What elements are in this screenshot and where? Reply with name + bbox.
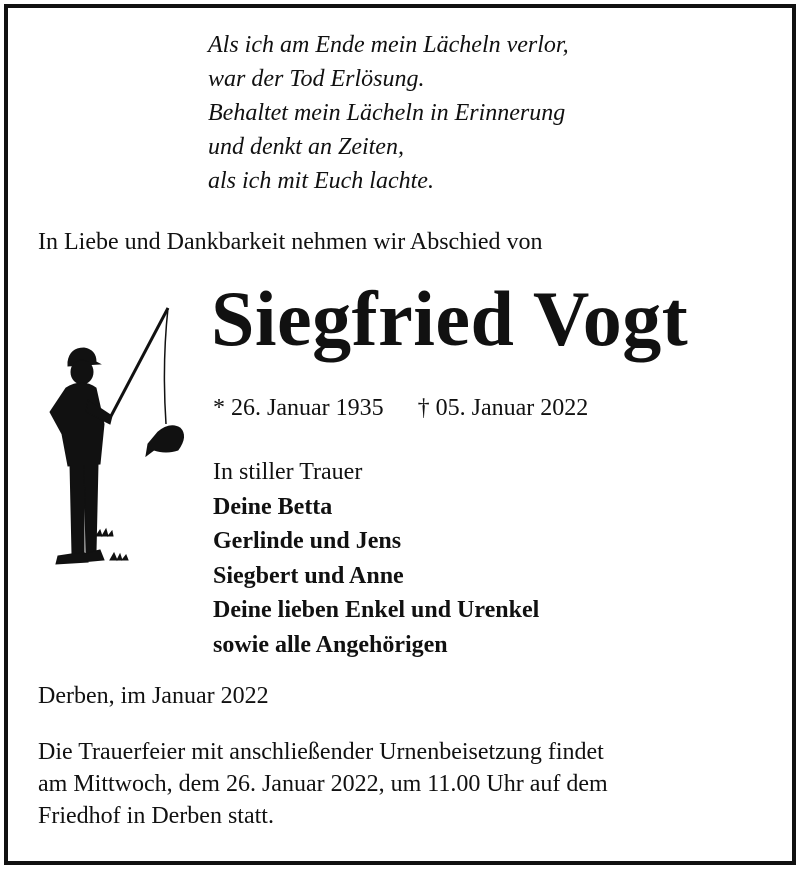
ceremony-line: am Mittwoch, dem 26. Januar 2022, um 11.00 Uhr auf dem	[38, 771, 608, 797]
intro-text: In Liebe und Dankbarkeit nehmen wir Abschied von	[38, 229, 543, 255]
ceremony-line: Friedhof in Derben statt.	[38, 803, 274, 829]
fisherman-silhouette-icon	[38, 304, 198, 574]
mourners-list	[213, 455, 539, 662]
mourner: Gerlinde und Jens	[213, 528, 402, 554]
poem-line: und denkt an Zeiten,	[208, 134, 404, 160]
ceremony-info	[38, 736, 608, 832]
death-date: † 05. Januar 2022	[417, 395, 589, 421]
deceased-name: Siegfried Vogt	[211, 275, 689, 362]
place-date: Derben, im Januar 2022	[38, 683, 269, 709]
poem-line: war der Tod Erlösung.	[208, 66, 425, 92]
mourner: Deine Betta	[213, 493, 333, 520]
birth-date: * 26. Januar 1935	[213, 395, 384, 421]
mourner: sowie alle Angehörigen	[213, 631, 448, 658]
poem-line: Behaltet mein Lächeln in Erinnerung	[208, 100, 566, 126]
mourner: Siegbert und Anne	[213, 562, 404, 589]
poem-line: als ich mit Euch lachte.	[208, 168, 434, 194]
mourning-line: In stiller Trauer	[213, 459, 363, 485]
poem-line: Als ich am Ende mein Lächeln verlor,	[208, 32, 569, 58]
obituary-notice	[4, 4, 796, 865]
poem	[208, 28, 569, 198]
mourner: Deine lieben Enkel und Urenkel	[213, 597, 540, 623]
life-dates	[213, 395, 588, 422]
ceremony-line: Die Trauerfeier mit anschließender Urnenbeisetzung findet	[38, 739, 604, 765]
